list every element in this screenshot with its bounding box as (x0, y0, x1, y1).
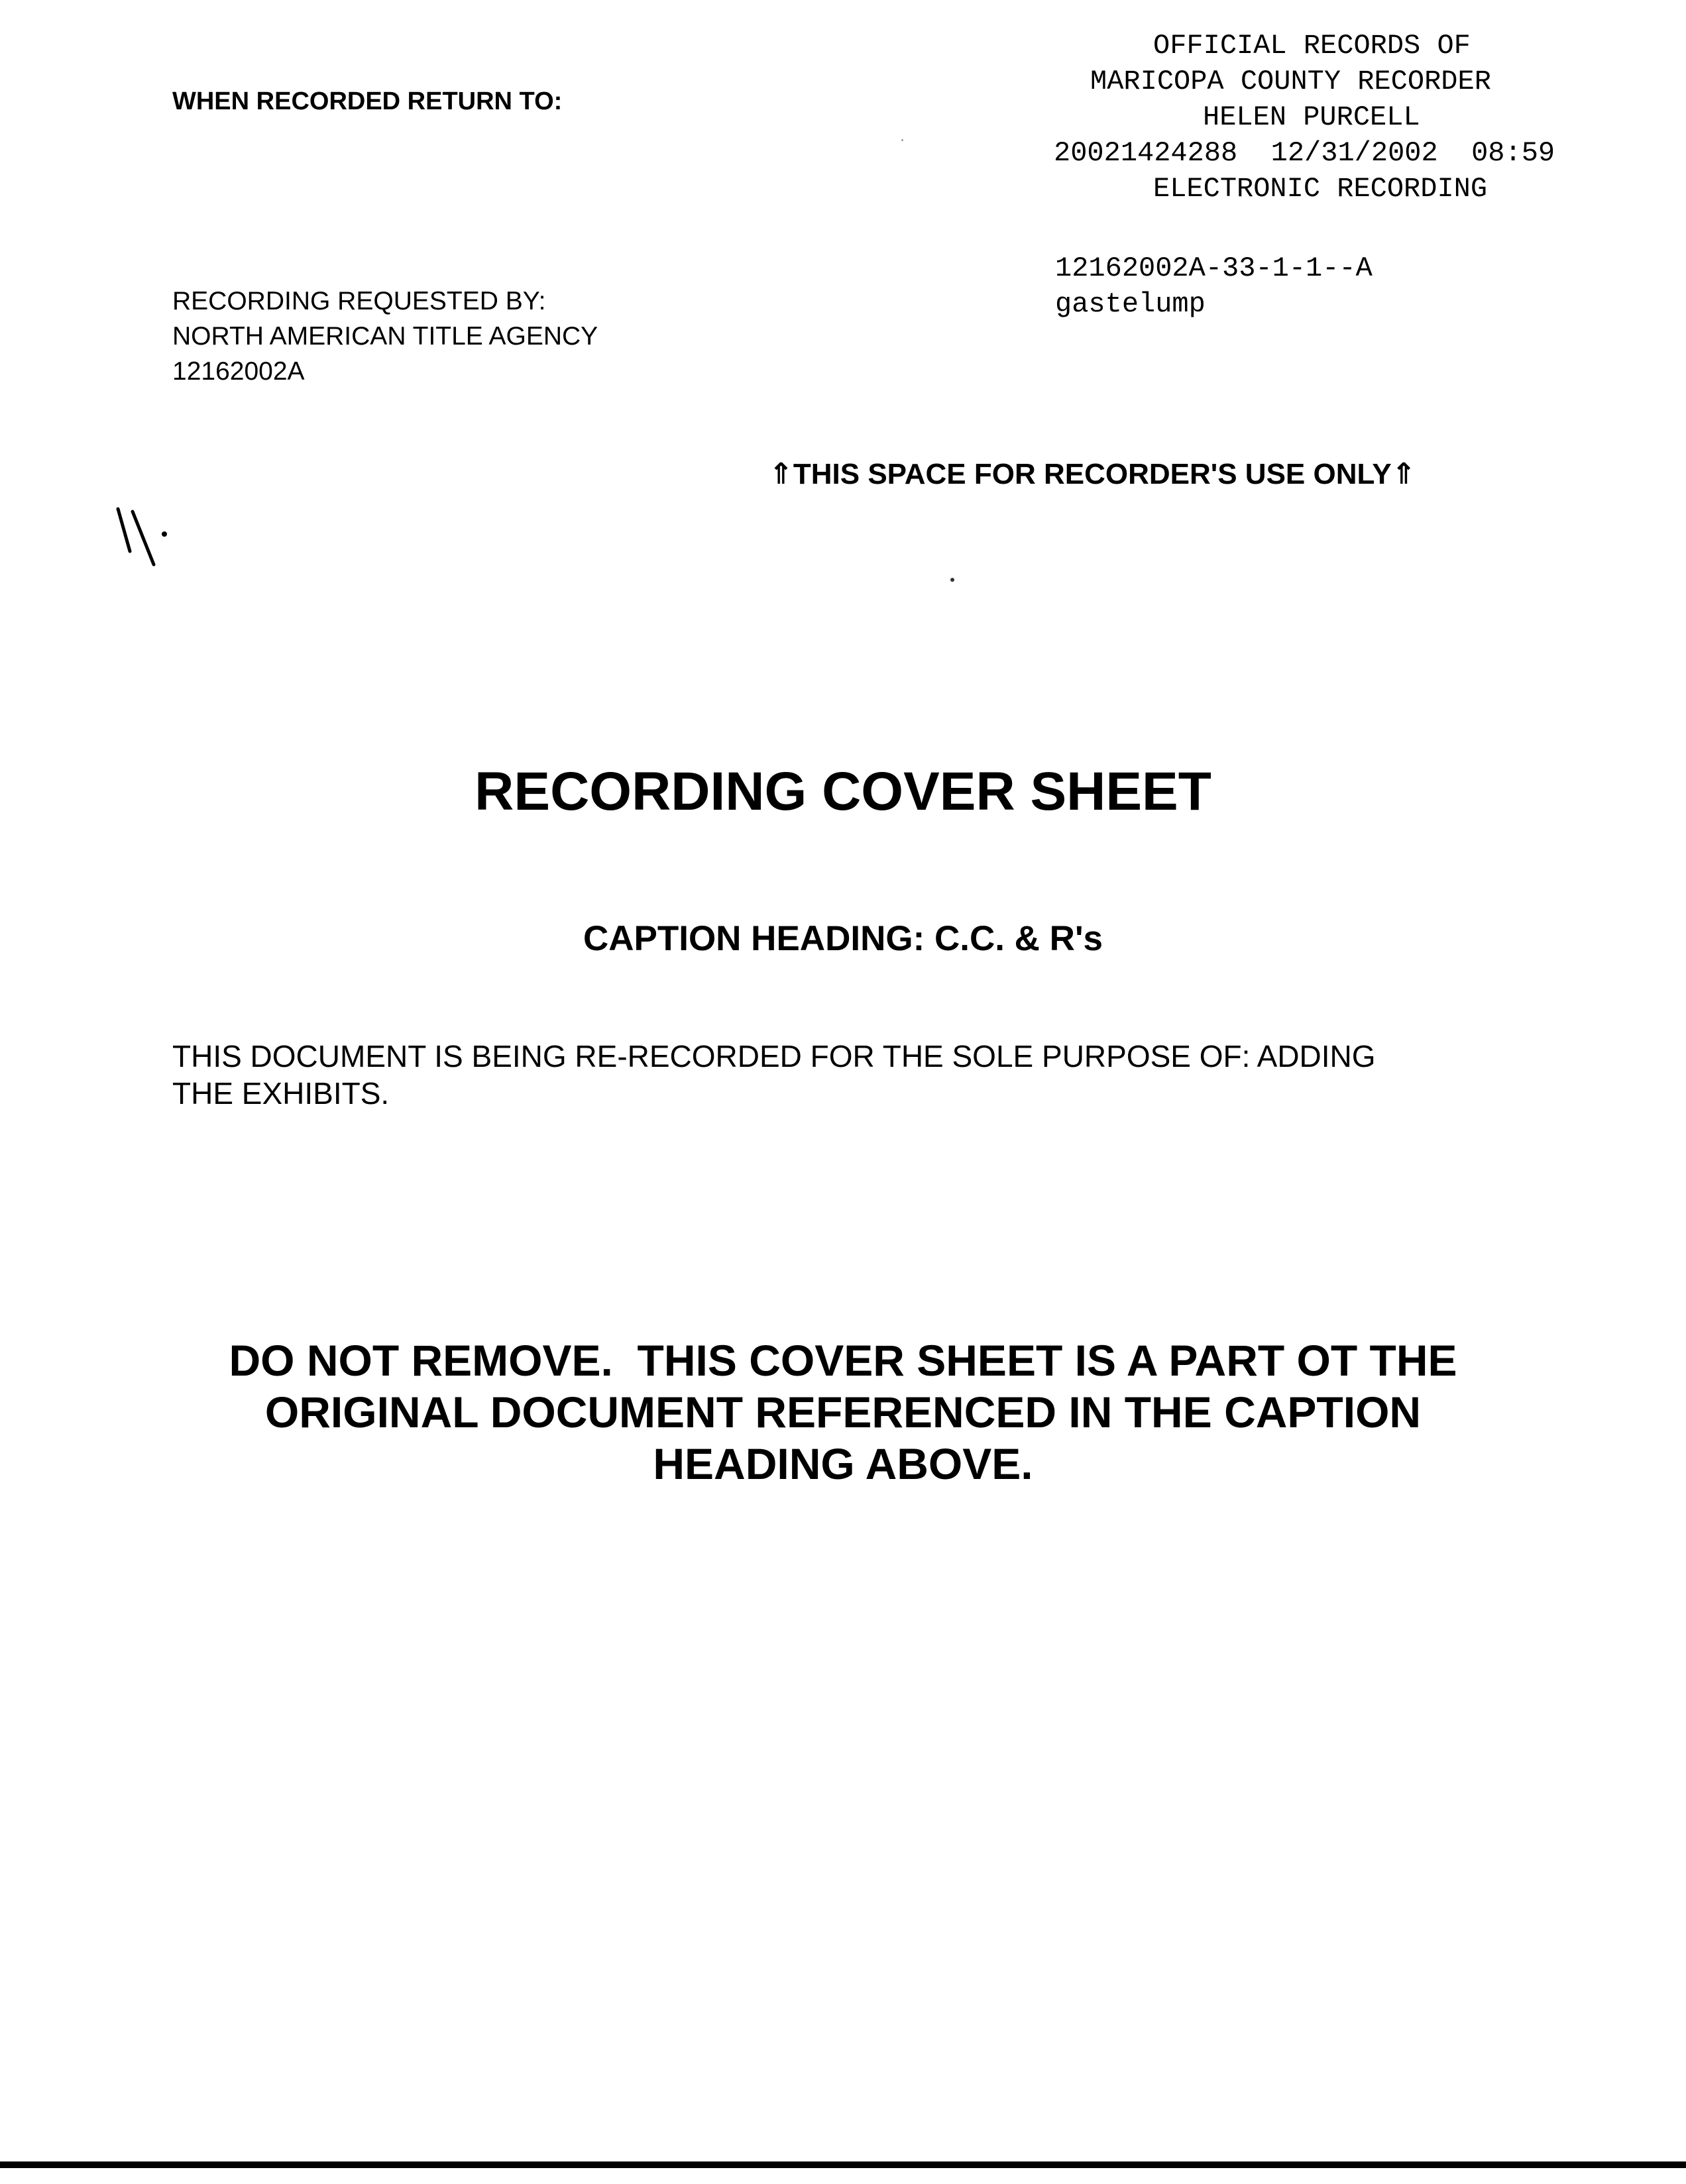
purpose-line: THIS DOCUMENT IS BEING RE-RECORDED FOR THE SOLE PURPOSE OF: ADDING (172, 1039, 1376, 1073)
notice-line: ORIGINAL DOCUMENT REFERENCED IN THE CAPTION (264, 1388, 1422, 1437)
scan-speck (950, 578, 954, 582)
stamp-reference-block (1055, 250, 1373, 322)
recorder-use-only-label: ⇑THIS SPACE FOR RECORDER'S USE ONLY⇑ (769, 458, 1416, 490)
stamp-reference: 12162002A-33-1-1--A (1055, 252, 1373, 284)
stamp-line-recording-type: ELECTRONIC RECORDING (1153, 173, 1488, 205)
requested-by-agency: NORTH AMERICAN TITLE AGENCY (172, 322, 598, 351)
return-to-label: WHEN RECORDED RETURN TO: (172, 87, 563, 115)
requested-by-order-number: 12162002A (172, 357, 305, 386)
scan-speck (901, 139, 903, 141)
stamp-line-office: OFFICIAL RECORDS OF (1153, 30, 1471, 62)
do-not-remove-notice (0, 1335, 1686, 1490)
requested-by-label: RECORDING REQUESTED BY: (172, 287, 546, 315)
notice-line: HEADING ABOVE. (653, 1439, 1033, 1488)
stamp-line-recorder-name: HELEN PURCELL (1203, 101, 1420, 133)
bottom-rule (0, 2161, 1686, 2168)
purpose-line: THE EXHIBITS. (172, 1076, 390, 1111)
caption-heading: CAPTION HEADING: C.C. & R's (583, 919, 1103, 958)
stamp-line-county: MARICOPA COUNTY RECORDER (1090, 66, 1491, 97)
page-title (0, 761, 1686, 823)
handwritten-mark (113, 505, 186, 571)
stamp-line-record-number: 20021424288 12/31/2002 08:59 (1054, 137, 1555, 169)
recorder-stamp (1054, 28, 1555, 207)
requested-by-block (172, 284, 598, 389)
page-title-text: RECORDING COVER SHEET (475, 761, 1211, 822)
stamp-operator: gastelump (1055, 288, 1206, 320)
purpose-paragraph (172, 1038, 1524, 1112)
notice-line: DO NOT REMOVE. THIS COVER SHEET IS A PART OT THE (229, 1336, 1457, 1385)
